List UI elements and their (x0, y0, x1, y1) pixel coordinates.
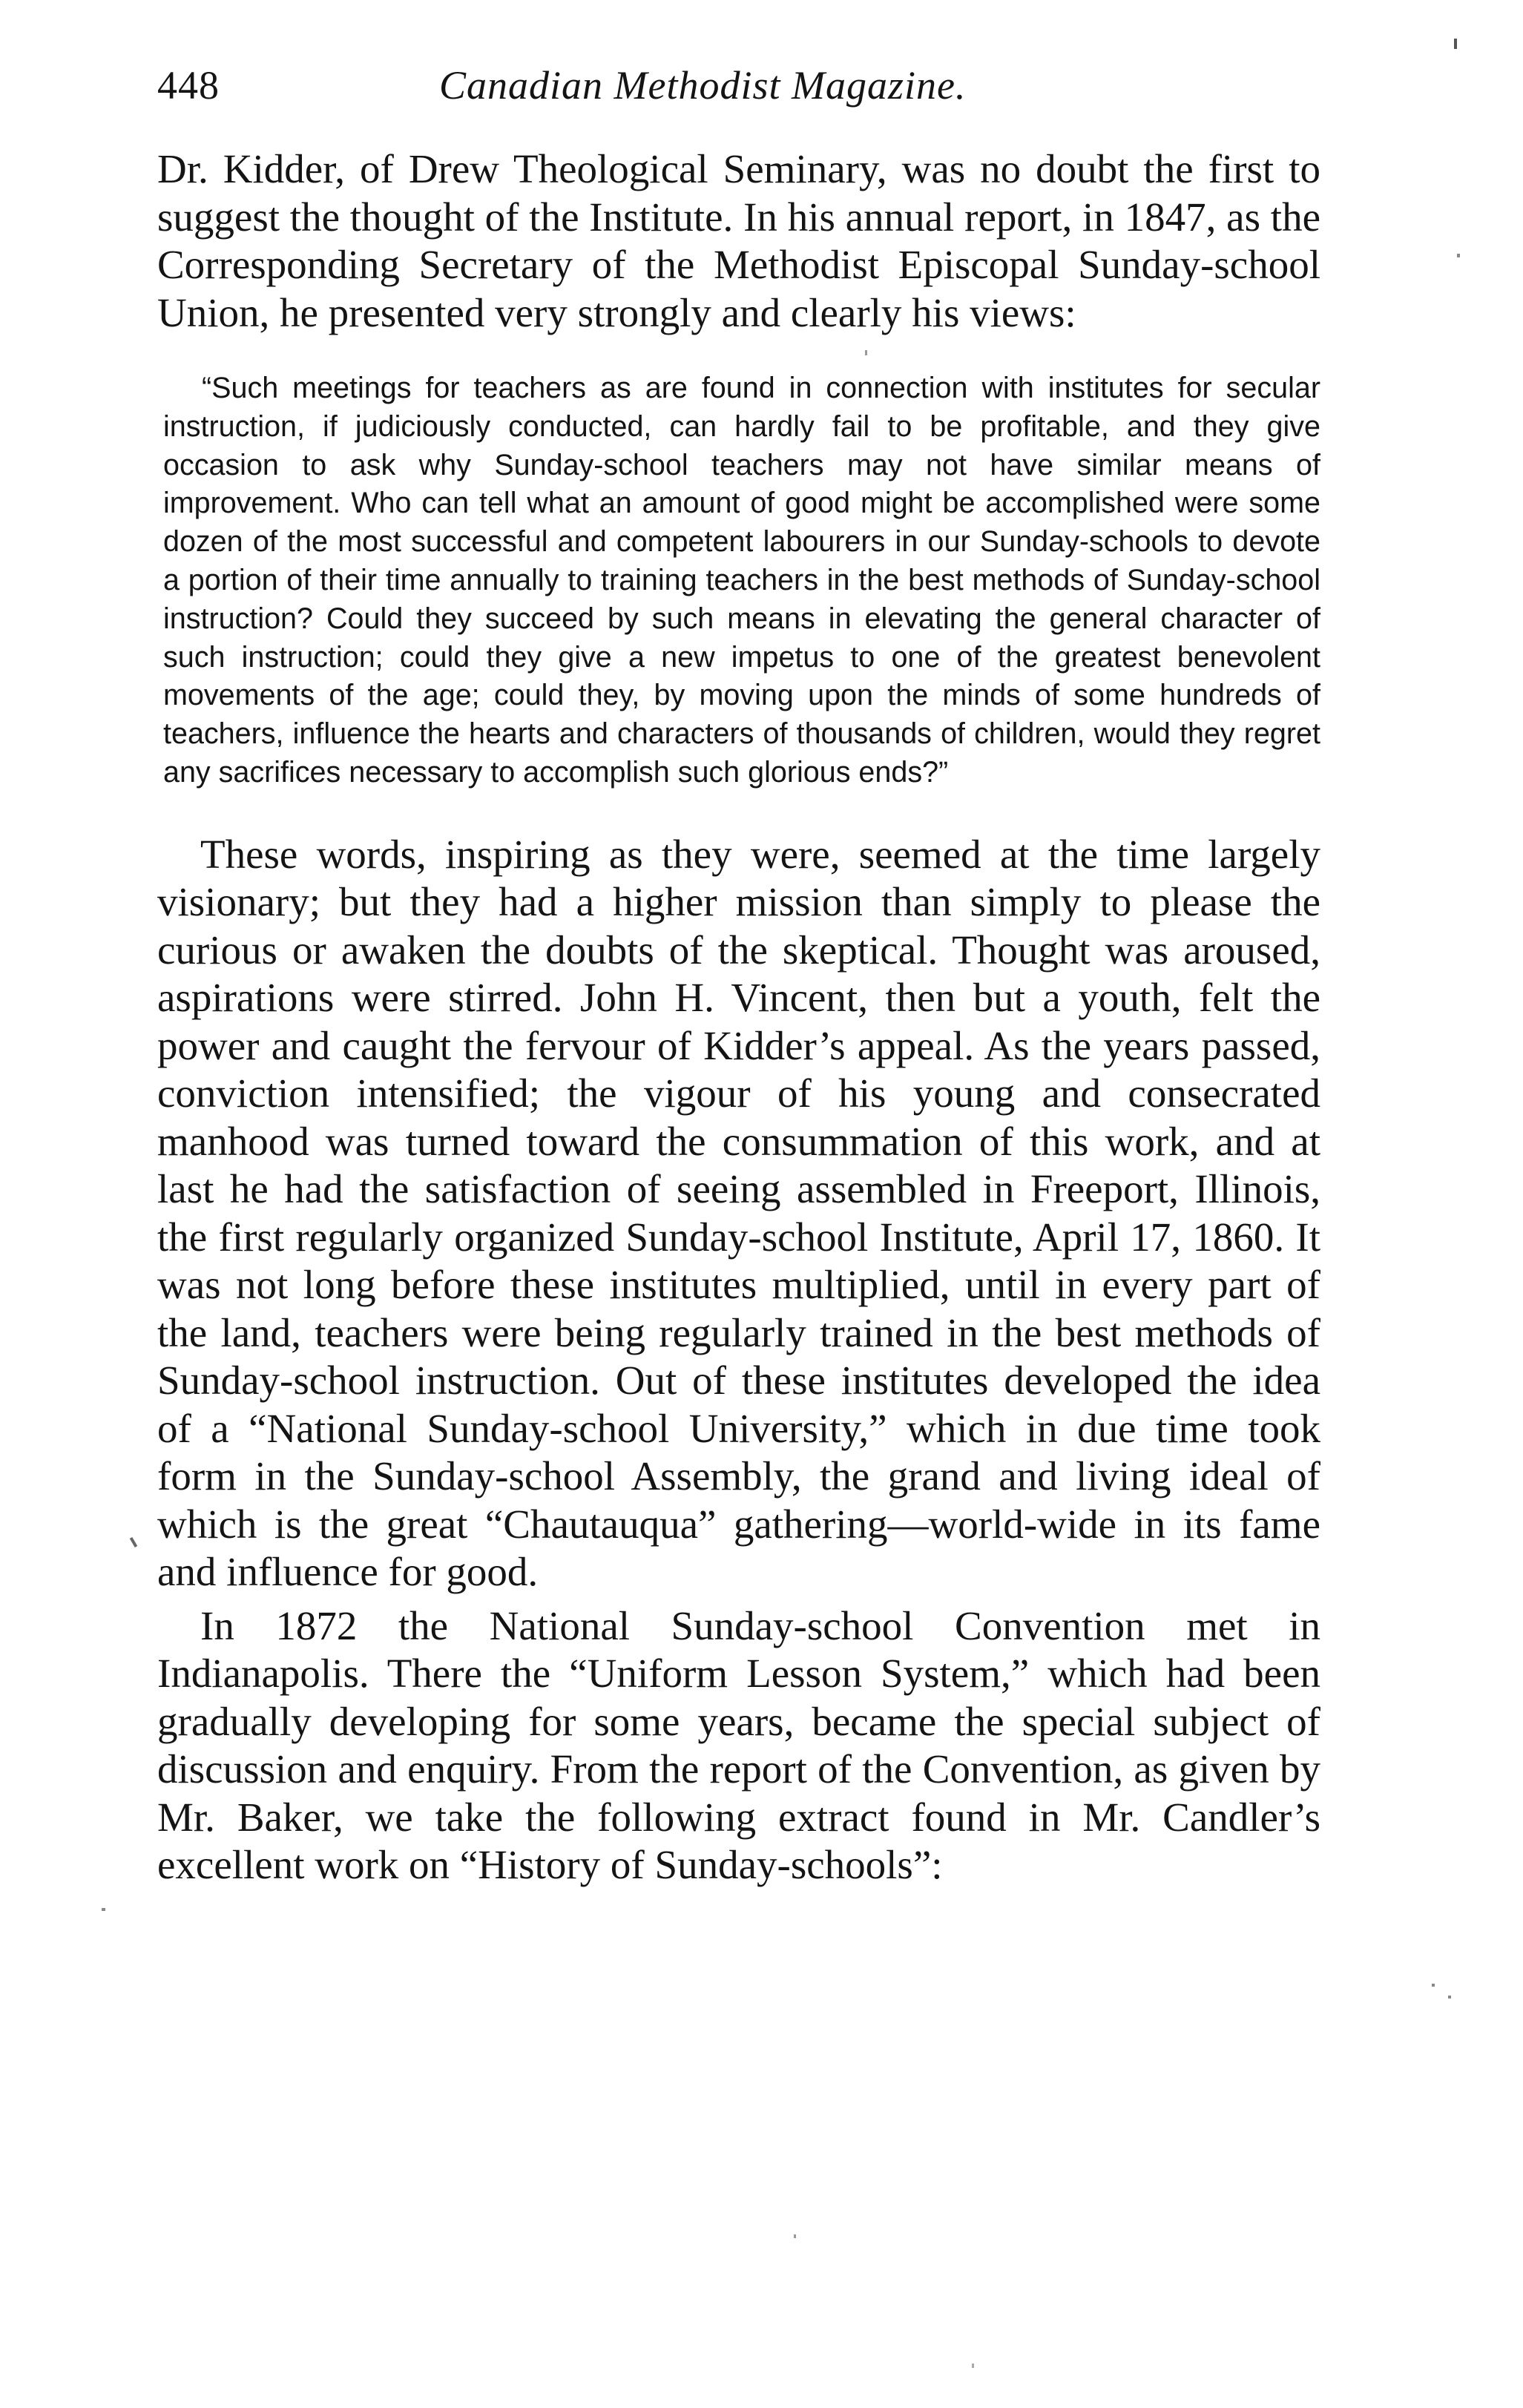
speck (1457, 254, 1460, 257)
running-title: Canadian Methodist Magazine. (439, 63, 967, 108)
speck (102, 1908, 105, 1911)
speck (972, 2363, 974, 2368)
paragraph-convention: In 1872 the National Sunday-school Convention met in Indianapolis. There the “Uniform Lesson System,” which had been gradually developing for some years, became the special subject of discussion and enquiry. From the report of the Convention, as given by Mr. Baker, we take the following extract found in Mr. Candler’s excellent work on “History of Sunday-schools”: (157, 1602, 1320, 1888)
paragraph-vincent: These words, inspiring as they were, seemed at the time largely visionary; but they had a higher mission than simply to please the curious or awaken the doubts of the skeptical. Thought was aroused, aspirations were stirred. John H. Vincent, then but a youth, felt the power and caught the fervour of Kidder’s appeal. As the years passed, conviction intensified; the vigour of his young and consecrated manhood was turned toward the consummation of this work, and at last he had the satisfaction of seeing assembled in Freeport, Illinois, the first regularly organized Sunday-school Institute, April 17, 1860. It was not long before these institutes multiplied, until in every part of the land, teachers were being regularly trained in the best methods of Sunday-school instruction. Out of these institutes developed the idea of a “National Sunday-school University,” which in due time took form in the Sunday-school Assembly, the grand and living ideal of which is the great “Chautauqua” gathering—world-wide in its fame and influence for good. (157, 831, 1320, 1595)
block-quote: “Such meetings for teachers as are found in connection with institutes for secular instruction, if judiciously conducted, can hardly fail to be profitable, and they give occasion to ask why Sunday-school teachers may not have similar means of improvement. Who can tell what an amount of good might be accomplished were some dozen of the most successful and competent labourers in our Sunday-schools to devote a portion of their time annually to training teachers in the best methods of Sunday-school instruction? Could they succeed by such means in elevating the general character of such instruction; could they give a new impetus to one of the greatest benevolent movements of the age; could they, by moving upon the minds of some hundreds of teachers, influence the hearts and characters of thousands of children, would they regret any sacrifices necessary to accomplish such glorious ends?” (163, 372, 1320, 789)
running-head (157, 52, 1320, 119)
speck (1448, 1996, 1451, 1999)
speck (1432, 1984, 1435, 1987)
speck (794, 2234, 796, 2238)
page (157, 52, 1320, 1889)
speck (130, 1537, 137, 1547)
paragraph-kidder: Dr. Kidder, of Drew Theological Seminary, was no doubt the first to suggest the thought of the Institute. In his annual report, in 1847, as the Corresponding Secretary of the Methodist Episcopal Sunday-school Union, he presented very strongly and clearly his views: (157, 146, 1320, 335)
page-number: 448 (157, 63, 220, 108)
speck (1454, 39, 1457, 49)
